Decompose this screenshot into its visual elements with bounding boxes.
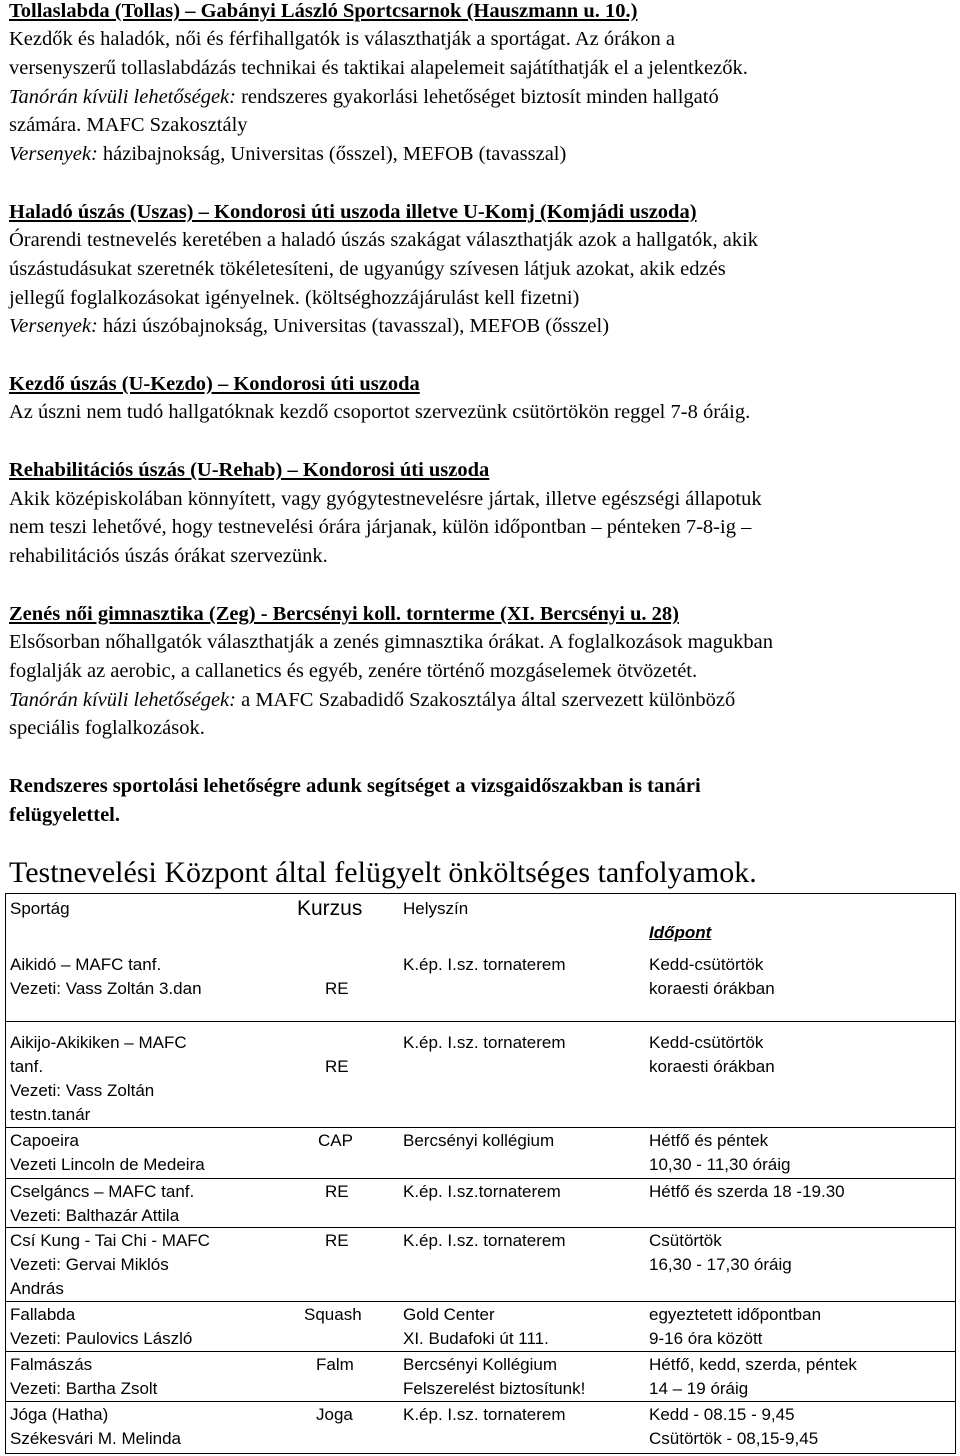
row3-sport-2: Vezeti Lincoln de Medeira [10, 1155, 205, 1174]
courses-title: Testnevelési Központ által felügyelt önköltséges tanfolyamok. [9, 856, 757, 889]
row1-course: RE [325, 979, 349, 998]
tollas-heading: Tollaslabda (Tollas) – Gabányi László Sportcsarnok (Hauszmann u. 10.) [9, 0, 638, 22]
uszas-comp-text: házi úszóbajnokság, Universitas (tavasszal), MEFOB (ősszel) [97, 315, 610, 337]
table-border-left [5, 893, 6, 1454]
uszas-body-1: Órarendi testnevelés keretében a haladó úszás szakágat választhatják azok a hallgatók, akik [9, 229, 759, 251]
row1-sport-2: Vezeti: Vass Zoltán 3.dan [10, 979, 202, 998]
header-time: Időpont [649, 923, 712, 942]
tollas-comp-text: házibajnokság, Universitas (ősszel), MEFOB (tavasszal) [97, 143, 567, 165]
row2-sport-3: Vezeti: Vass Zoltán [10, 1081, 155, 1100]
row6-time-1: egyeztetett időpontban [649, 1305, 822, 1324]
rehab-heading: Rehabilitációs úszás (U-Rehab) – Kondorosi úti uszoda [9, 459, 490, 481]
tollas-competitions [9, 140, 566, 169]
row7-time-1: Hétfő, kedd, szerda, péntek [649, 1355, 857, 1374]
row5-sport-3: András [10, 1279, 64, 1298]
tollas-comp-label: Versenyek: [9, 143, 98, 165]
zenes-heading: Zenés női gimnasztika (Zeg) - Bercsényi koll. tornterme (XI. Bercsényi u. 28) [9, 603, 679, 625]
table-row-divider [5, 1021, 956, 1022]
row7-sport-1: Falmászás [10, 1355, 93, 1374]
header-sport: Sportág [10, 899, 70, 918]
table-row-divider [5, 1301, 956, 1302]
row7-place-2: Felszerelést biztosítunk! [403, 1379, 586, 1398]
row2-sport-2: tanf. [10, 1057, 44, 1076]
kezdo-body-1: Az úszni nem tudó hallgatóknak kezdő csoportot szervezünk csütörtökön reggel 7-8 óráig. [9, 401, 751, 423]
row1-time-2: koraesti órákban [649, 979, 775, 998]
row7-place-1: Bercsényi Kollégium [403, 1355, 558, 1374]
table-border-top [5, 893, 956, 894]
zenes-extra-2: speciális foglalkozások. [9, 717, 205, 739]
row5-sport-2: Vezeti: Gervai Miklós [10, 1255, 169, 1274]
uszas-body-2: úszástudásukat szeretnék tökéletesíteni, de ugyanúgy szívesen látjuk azokat, akik edzés [9, 258, 726, 280]
tollas-extra-2: számára. MAFC Szakosztály [9, 114, 248, 136]
zenes-body-2: foglalják az aerobic, a callanetics és egyéb, zenére történő mozgáselemek ötvözetét. [9, 660, 698, 682]
table-row-divider [5, 1351, 956, 1352]
row6-sport-1: Fallabda [10, 1305, 76, 1324]
header-place: Helyszín [403, 899, 469, 918]
zenes-extra [9, 686, 735, 715]
row2-sport-1: Aikijo-Akikiken – MAFC [10, 1033, 187, 1052]
kezdo-heading: Kezdő úszás (U-Kezdo) – Kondorosi úti uszoda [9, 373, 420, 395]
rehab-body-3: rehabilitációs úszás órákat szervezünk. [9, 545, 328, 567]
row3-sport-1: Capoeira [10, 1131, 79, 1150]
row6-place-1: Gold Center [403, 1305, 495, 1324]
uszas-competitions [9, 312, 609, 341]
row8-course: Joga [316, 1405, 353, 1424]
rehab-body-1: Akik középiskolában könnyített, vagy gyógytestnevelésre jártak, illetve egészségi állapotuk [9, 488, 762, 510]
row7-time-2: 14 – 19 óráig [649, 1379, 749, 1398]
row8-place: K.ép. I.sz. tornaterem [403, 1405, 566, 1424]
row4-sport-1: Cselgáncs – MAFC tanf. [10, 1182, 195, 1201]
zenes-extra-text: a MAFC Szabadidő Szakosztálya által szervezett különböző [235, 689, 736, 711]
table-row-divider [5, 1401, 956, 1402]
row3-place: Bercsényi kollégium [403, 1131, 555, 1150]
tollas-extra-text: rendszeres gyakorlási lehetőséget biztosít minden hallgató [235, 86, 719, 108]
row5-sport-1: Csí Kung - Tai Chi - MAFC [10, 1231, 210, 1250]
row6-time-2: 9-16 óra között [649, 1329, 763, 1348]
uszas-body-3: jellegű foglalkozásokat igényelnek. (költséghozzájárulást kell fizetni) [9, 287, 580, 309]
row6-place-2: XI. Budafoki út 111. [403, 1329, 549, 1348]
row5-time-2: 16,30 - 17,30 óráig [649, 1255, 792, 1274]
table-border-bottom [5, 1453, 956, 1454]
row4-sport-2: Vezeti: Balthazár Attila [10, 1206, 180, 1225]
row2-time-1: Kedd-csütörtök [649, 1033, 764, 1052]
tollas-extra-label: Tanórán kívüli lehetőségek: [9, 86, 236, 108]
row3-course: CAP [318, 1131, 353, 1150]
zenes-extra-label: Tanórán kívüli lehetőségek: [9, 689, 236, 711]
row7-course: Falm [316, 1355, 354, 1374]
row3-time-2: 10,30 - 11,30 óráig [649, 1155, 791, 1174]
notice-line-1: Rendszeres sportolási lehetőségre adunk segítséget a vizsgaidőszakban is tanári [9, 775, 701, 797]
tollas-extra [9, 83, 719, 112]
table-border-right [955, 893, 956, 1454]
row8-sport-2: Székesvári M. Melinda [10, 1429, 182, 1448]
row7-sport-2: Vezeti: Bartha Zsolt [10, 1379, 158, 1398]
row4-time-1: Hétfő és szerda 18 -19.30 [649, 1182, 845, 1201]
table-row-divider [5, 1127, 956, 1128]
row1-sport-1: Aikidó – MAFC tanf. [10, 955, 162, 974]
uszas-comp-label: Versenyek: [9, 315, 98, 337]
row2-place: K.ép. I.sz. tornaterem [403, 1033, 566, 1052]
tollas-body-1: Kezdők és haladók, női és férfihallgatók is választhatják a sportágat. Az órákon a [9, 28, 676, 50]
table-row-divider [5, 1227, 956, 1228]
rehab-body-2: nem teszi lehetővé, hogy testnevelési órára járjanak, külön időpontban – pénteken 7-8-ig – [9, 516, 752, 538]
table-row-divider [5, 1178, 956, 1179]
row6-sport-2: Vezeti: Paulovics László [10, 1329, 193, 1348]
row8-time-2: Csütörtök - 08,15-9,45 [649, 1429, 819, 1448]
row4-place: K.ép. I.sz.tornaterem [403, 1182, 561, 1201]
row8-time-1: Kedd - 08.15 - 9,45 [649, 1405, 795, 1424]
row4-course: RE [325, 1182, 349, 1201]
row5-course: RE [325, 1231, 349, 1250]
row1-place: K.ép. I.sz. tornaterem [403, 955, 566, 974]
notice-line-2: felügyelettel. [9, 804, 120, 826]
header-course: Kurzus [297, 897, 363, 920]
row5-place: K.ép. I.sz. tornaterem [403, 1231, 566, 1250]
tollas-body-2: versenyszerű tollaslabdázás technikai és taktikai alapelemeit sajátíthatják el a jelentkezők. [9, 57, 748, 79]
row5-time-1: Csütörtök [649, 1231, 722, 1250]
row3-time-1: Hétfő és péntek [649, 1131, 769, 1150]
row8-sport-1: Jóga (Hatha) [10, 1405, 109, 1424]
zenes-body-1: Elsősorban nőhallgatók választhatják a zenés gimnasztika órákat. A foglalkozások magukban [9, 631, 773, 653]
row2-sport-4: testn.tanár [10, 1105, 91, 1124]
row1-time-1: Kedd-csütörtök [649, 955, 764, 974]
row6-course: Squash [304, 1305, 362, 1324]
uszas-heading: Haladó úszás (Uszas) – Kondorosi úti uszoda illetve U-Komj (Komjádi uszoda) [9, 201, 697, 223]
row2-time-2: koraesti órákban [649, 1057, 775, 1076]
row2-course: RE [325, 1057, 349, 1076]
